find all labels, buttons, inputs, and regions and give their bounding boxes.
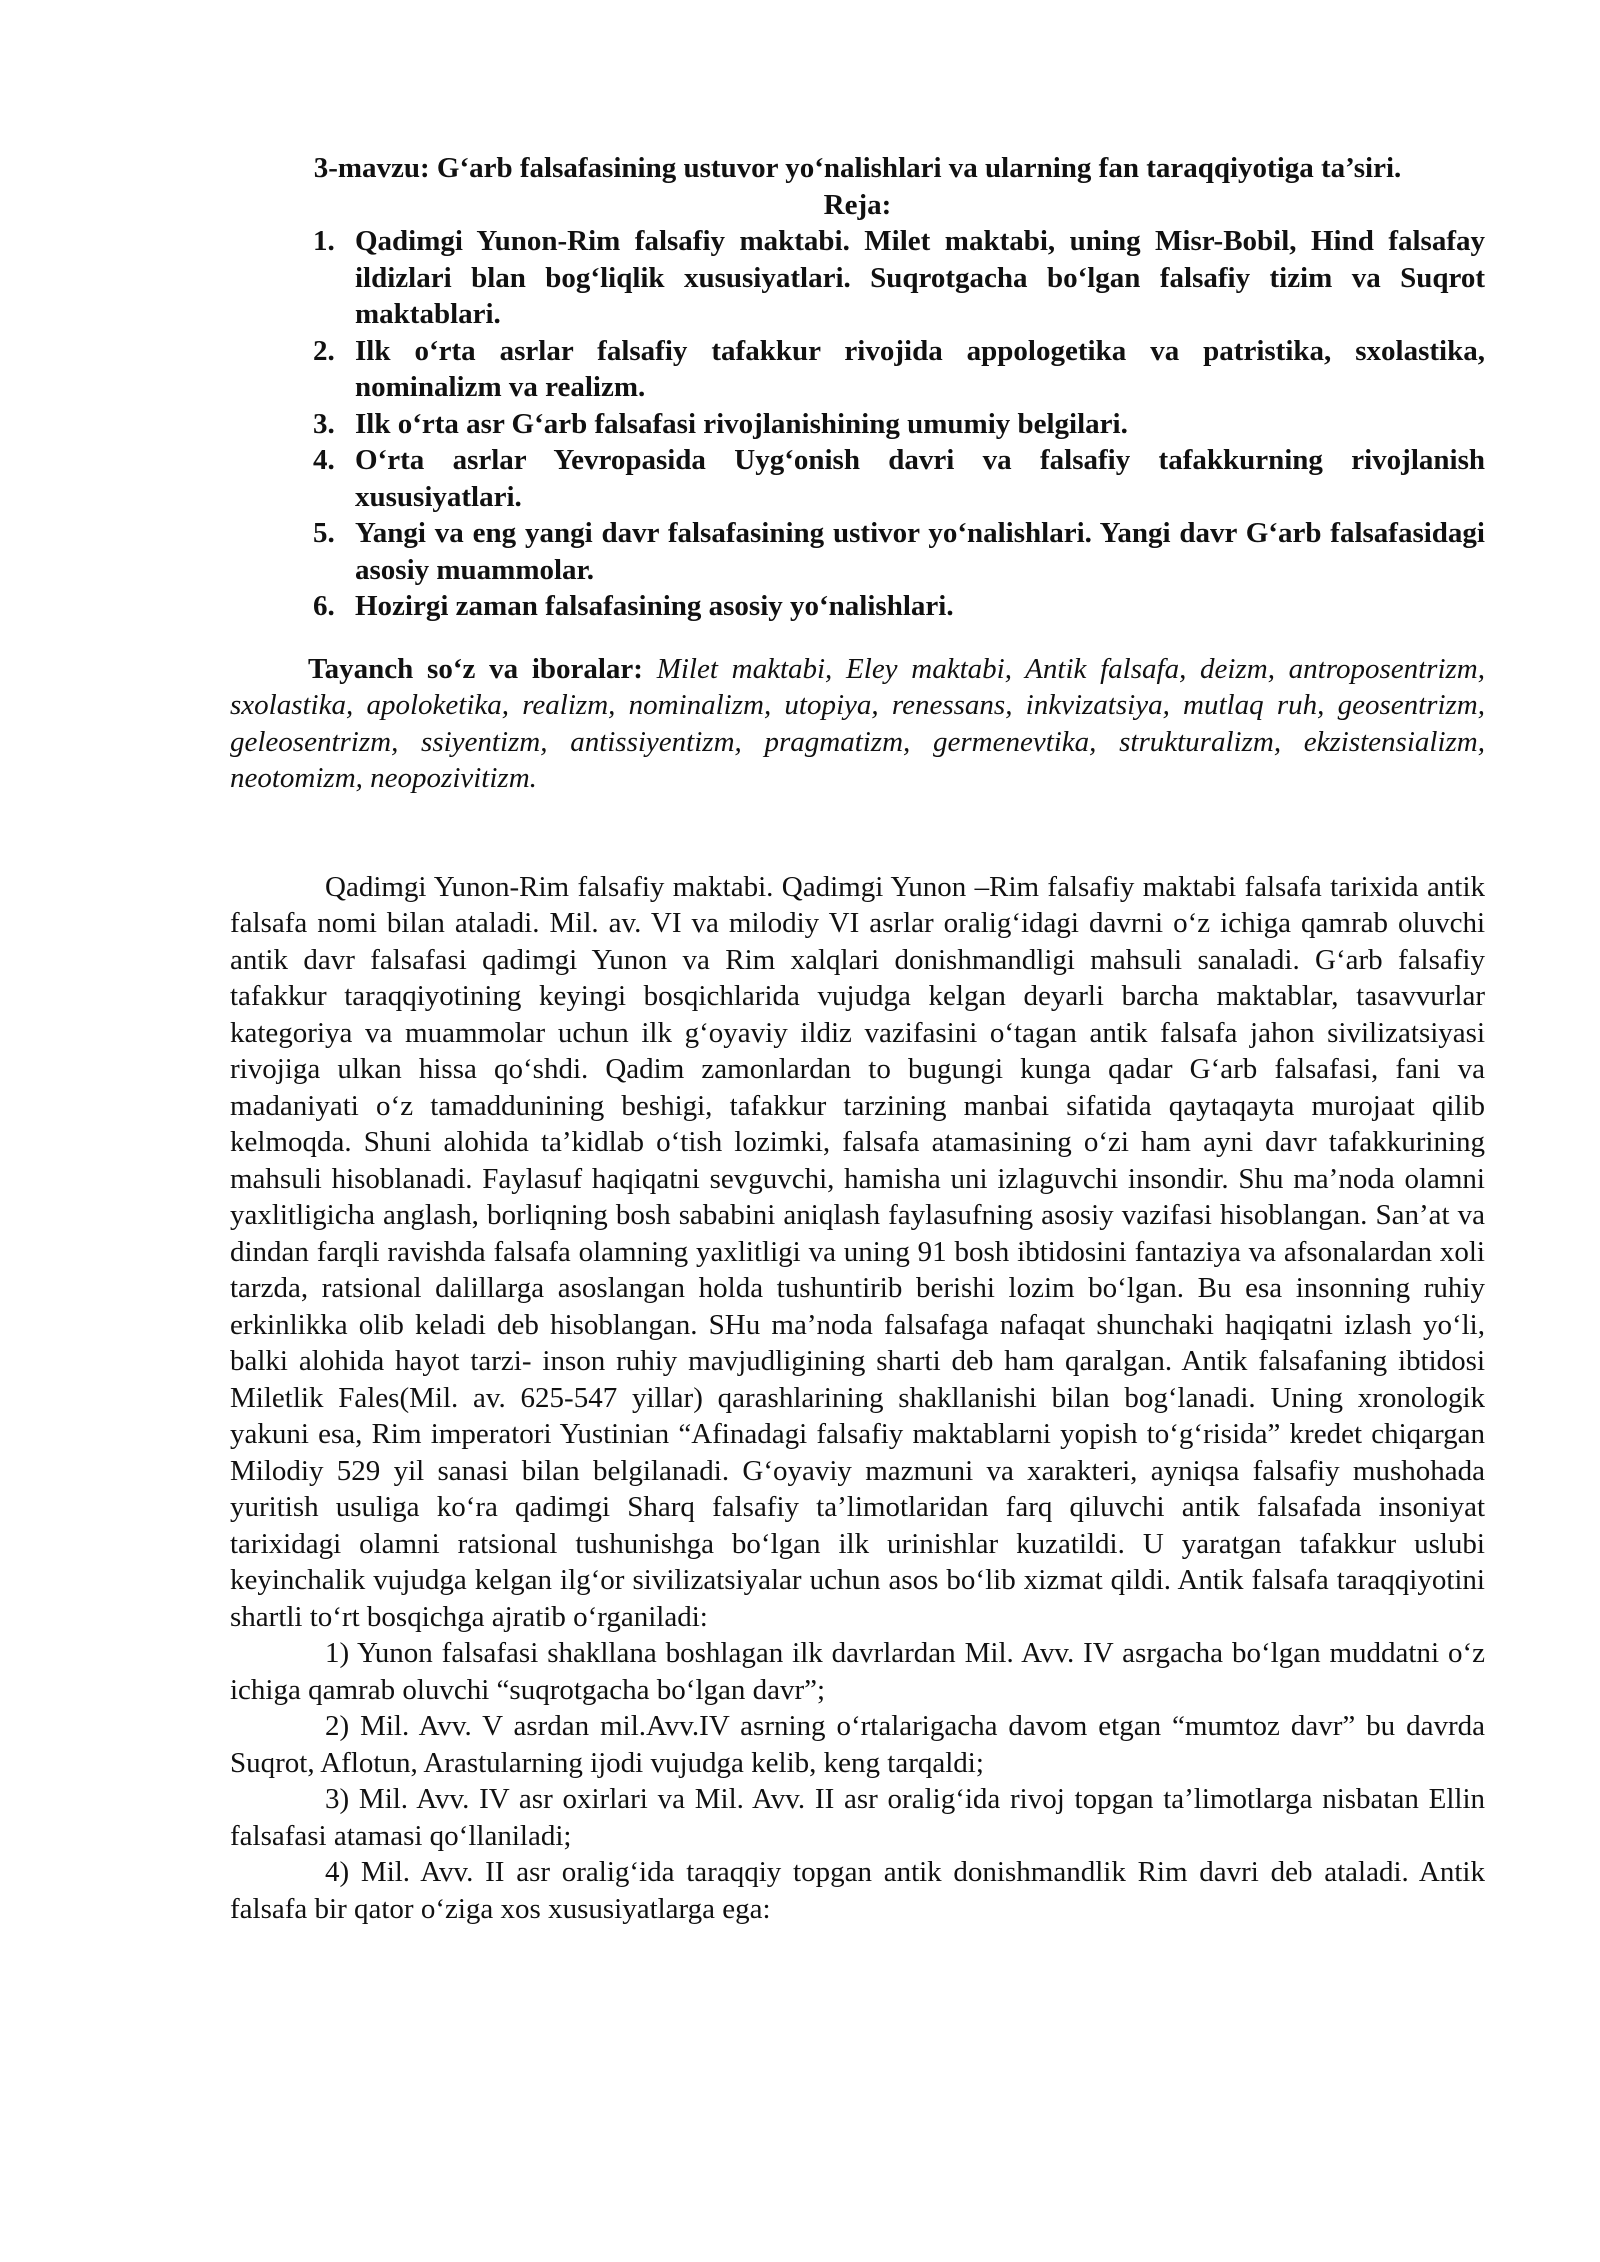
plan-item-number: 6.	[313, 590, 335, 622]
plan-list	[230, 223, 1485, 625]
plan-item-text: O‘rta asrlar Yevropasida Uyg‘onish davri va falsafiy tafakkurning rivojlanish xususiyatlari.	[355, 444, 1485, 513]
plan-item-text: Qadimgi Yunon-Rim falsafiy maktabi. Milet maktabi, uning Misr-Bobil, Hind falsafay ildizlari blan bog‘liqlik xususiyatlari. Suqrotgacha bo‘lgan falsafiy tizim va Suqrot maktablari.	[355, 225, 1485, 330]
stage-item: 1) Yunon falsafasi shakllana boshlagan ilk davrlardan Mil. Avv. IV asrgacha bo‘lgan muddatni o‘z ichiga qamrab oluvchi “suqrotgacha bo‘lgan davr”;	[230, 1637, 1485, 1706]
keywords-list: Milet maktabi, Eley maktabi, Antik falsafa, deizm, antroposentrizm, sxolastika, apoloketika, realizm, nominalizm, utopiya, renessans, inkvizatsiya, mutlaq ruh, geosentrizm, geleosentrizm, ssiyentizm, antissiyentizm, pragmatizm, germenevtika, strukturalizm, ekzistensializm, neotomizm, neopozivitizm.	[230, 652, 1485, 794]
plan-item-number: 4.	[313, 444, 335, 476]
stage-item: 2) Mil. Avv. V asrdan mil.Avv.IV asrning o‘rtalarigacha davom etgan “mumtoz davr” bu davrda Suqrot, Aflotun, Arastularning ijodi vujudga kelib, keng tarqaldi;	[230, 1710, 1485, 1779]
plan-item	[313, 515, 1485, 588]
plan-item-number: 1.	[313, 225, 335, 257]
plan-item-number: 2.	[313, 334, 335, 367]
plan-item	[313, 223, 1485, 333]
keywords-label: Tayanch so‘z va iboralar:	[308, 652, 643, 685]
plan-item	[313, 588, 1485, 625]
body-text	[230, 869, 1485, 1928]
plan-item-text: Ilk o‘rta asrlar falsafiy tafakkur rivojida appologetika va patristika, sxolastika, nominalizm va realizm.	[355, 334, 1485, 403]
stage-item: 3) Mil. Avv. IV asr oxirlari va Mil. Avv. II asr oralig‘ida rivoj topgan ta’limotlarga nisbatan Ellin falsafasi atamasi qo‘llaniladi;	[230, 1783, 1485, 1852]
plan-item-number: 3.	[313, 407, 335, 440]
keywords-paragraph	[230, 651, 1485, 797]
plan-heading: Reja:	[823, 188, 892, 221]
document-title: 3-mavzu: G‘arb falsafasining ustuvor yo‘nalishlari va ularning fan taraqqiyotiga ta’siri.	[313, 152, 1402, 184]
document-page	[230, 150, 1485, 1927]
plan-item-text: Ilk o‘rta asr G‘arb falsafasi rivojlanishining umumiy belgilari.	[355, 407, 1128, 440]
plan-item-text: Hozirgi zaman falsafasining asosiy yo‘nalishlari.	[355, 590, 954, 622]
plan-item	[313, 406, 1485, 443]
plan-item-text: Yangi va eng yangi davr falsafasining ustivor yo‘nalishlari. Yangi davr G‘arb falsafasidagi asosiy muammolar.	[355, 517, 1485, 586]
stage-item: 4) Mil. Avv. II asr oralig‘ida taraqqiy topgan antik donishmandlik Rim davri deb ataladi. Antik falsafa bir qator o‘ziga xos xususiyatlarga ega:	[230, 1856, 1485, 1925]
main-paragraph: Qadimgi Yunon-Rim falsafiy maktabi. Qadimgi Yunon –Rim falsafiy maktabi falsafa tarixida antik falsafa nomi bilan ataladi. Mil. av. VI va milodiy VI asrlar oralig‘idagi davrni o‘z ichiga qamrab oluvchi antik davr falsafasi qadimgi Yunon va Rim xalqlari donishmandligi mahsuli sanaladi. G‘arb falsafiy tafakkur taraqqiyotining keyingi bosqichlarida vujudga kelgan deyarli barcha maktablar, tasavvurlar kategoriya va muammolar uchun ilk g‘oyaviy ildiz vazifasini o‘tagan antik falsafa jahon sivilizatsiyasi rivojiga ulkan hissa qo‘shdi. Qadim zamonlardan to bugungi kunga qadar G‘arb falsafasi, fani va madaniyati o‘z tamaddunining beshigi, tafakkur tarzining manbai sifatida qaytaqayta murojaat qilib kelmoqda. Shuni alohida ta’kidlab o‘tish lozimki, falsafa atamasining o‘zi ham ayni davr tafakkurining mahsuli hisoblanadi. Faylasuf haqiqatni sevguvchi, hamisha uni izlaguvchi insondir. Shu ma’noda olamni yaxlitligicha anglash, borliqning bosh sababini aniqlash faylasufning asosiy vazifasi hisoblangan. San’at va dindan farqli ravishda falsafa olamning yaxlitligi va uning 91 bosh ibtidosini fantaziya va afsonalardan xoli tarzda, ratsional dalillarga asoslangan holda tushuntirib berishi lozim bo‘lgan. Bu esa insonning ruhiy erkinlikka olib keladi deb hisoblangan. SHu ma’noda falsafaga nafaqat shunchaki haqiqatni izlash yo‘li, balki alohida hayot tarzi- inson ruhiy mavjudligining sharti deb ham qaralgan. Antik falsafaning ibtidosi Miletlik Fales(Mil. av. 625-547 yillar) qarashlarining shakllanishi bilan bog‘lanadi. Uning xronologik yakuni esa, Rim imperatori Yustinian “Afinadagi falsafiy maktablarni yopish to‘g‘risida” kredet chiqargan Milodiy 529 yil sanasi bilan belgilanadi. G‘oyaviy mazmuni va xarakteri, ayniqsa falsafiy mushohada yuritish usuliga ko‘ra qadimgi Sharq falsafiy ta’limotlaridan farq qiluvchi antik falsafada insoniyat tarixidagi olamni ratsional tushunishga bo‘lgan ilk urinishlar kuzatildi. U yaratgan tafakkur uslubi keyinchalik vujudga kelgan ilg‘or sivilizatsiyalar uchun asos bo‘lib xizmat qildi. Antik falsafa taraqqiyotini shartli to‘rt bosqichga ajratib o‘rganiladi:	[230, 870, 1485, 1633]
plan-item-number: 5.	[313, 517, 335, 549]
plan-item	[313, 442, 1485, 515]
plan-item	[313, 333, 1485, 406]
